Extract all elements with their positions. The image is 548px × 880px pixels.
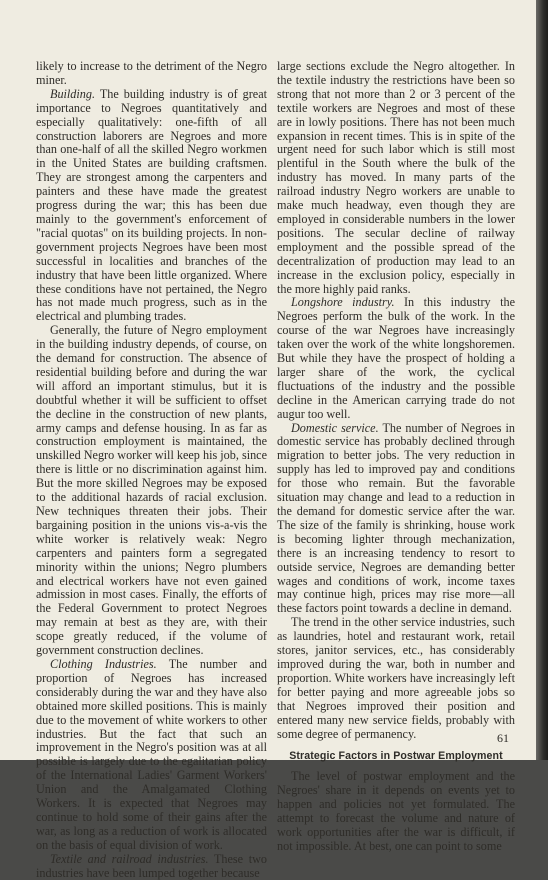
paragraph — [36, 60, 267, 88]
right-column — [277, 60, 515, 854]
paragraph-text: The level of postwar employment and the Negroes' share in it depends on events yet to happen and policies not yet formulated. The attempt to forecast the volume and nature of work opportunities after the war is difficult, if not impossible. At best, one can point to some — [277, 769, 515, 853]
left-column — [36, 60, 267, 880]
paragraph — [277, 616, 515, 741]
paragraph-text: Generally, the future of Negro employment in the building industry depends, of course, on the demand for construction. The absence of residential building before and during the war will afford an important stimulus, but it is doubtful whether it will be sufficient to offset the decline in the construction of new plants, army camps and defense housing. In as far as construction employment is maintained, the unskilled Negro worker will keep his job, since there is little or no discrimination against him. But the more skilled Negroes may be exposed to the additional hazards of racial exclusion. New techniques threaten their jobs. Their bargaining position in the unions vis-a-vis the white worker is relatively weak: Negro carpenters and painters form a segregated minority within the unions; Negro plumbers and electrical workers have not even gained admission in most cases. Finally, the efforts of the Federal Government to protect Negroes may remain at best as they are, with their scope greatly reduced, if the volume of government construction declines. — [36, 323, 267, 658]
paragraph-lead: Longshore industry. — [291, 295, 395, 310]
page-number: 61 — [497, 731, 509, 745]
section-heading: Strategic Factors in Postwar Employment — [289, 750, 503, 763]
paragraph — [277, 296, 515, 421]
paragraph — [36, 658, 267, 853]
paragraph — [277, 422, 515, 617]
paragraph-text: likely to increase to the detriment of the Negro miner. — [36, 59, 267, 87]
book-spine-shadow — [536, 0, 548, 760]
paragraph-text: The number and proportion of Negroes has increased considerably during the war and they have also obtained more skilled positions. This is mainly due to the movement of white workers to other industries. But the fact that such an improvement in the Negro's position was at all possible is largely due to the egalitarian policy of the International Ladies' Garment Workers' Union and the Amalgamated Clothing Workers. It is expected that Negroes may continue to hold some of their gains after the war, as long as a reduction of work is allocated on the basis of equal division of work. — [36, 656, 267, 852]
paragraph — [277, 60, 515, 296]
paragraph-text: The building industry is of great importance to Negroes quantitatively and especially qualitatively: one-fifth of all construction laborers are Negroes and more than one-half of all the skilled Negro workmen in the United States are building craftsmen. They are strongest among the carpenters and painters and these have made the greatest progress during the war; this has been due mainly to the government's enforcement of "racial quotas" on its building projects. In non-government projects Negroes have been most successful in localities and branches of the industry that have been little organized. Where these conditions have not pertained, the Negro has not made much progress, such as in the electrical and plumbing trades. — [36, 86, 267, 324]
paragraph — [36, 324, 267, 658]
paragraph-lead: Domestic service. — [291, 420, 379, 435]
paragraph — [36, 853, 267, 880]
paragraph-lead: Building. — [50, 86, 96, 101]
paragraph-text: large sections exclude the Negro altogether. In the textile industry the restrictions have been so strong that not more than 2 or 3 percent of the textile workers are Negroes and most of these are in lowly positions. There has not been much expansion in recent times. This is in spite of the urgent need for such labor which is still most plentiful in the South where the bulk of the industry has moved. In many parts of the railroad industry Negro workers are unable to make much headway, even though they are employed in considerable numbers in the lower positions. The secular decline of railway employment and the possible spread of the decentralization of production may lead to an increase in the exclusion policy, especially in the more highly paid ranks. — [277, 59, 515, 296]
paragraph-text: These two industries have been lumped together because — [36, 851, 267, 880]
paragraph-lead: Clothing Industries. — [50, 656, 157, 671]
paragraph-text: The trend in the other service industries, such as laundries, hotel and restaurant work, retail stores, janitor services, etc., has considerably improved during the war, both in number and proportion. White workers have increasingly left for better paying and more agreeable jobs so that Negroes improved their position and entered many new service fields, probably with some degree of permanency. — [277, 615, 515, 741]
paragraph-text: In this industry the Negroes perform the bulk of the work. In the course of the war Negroes have increasingly taken over the work of the white longshoremen. But while they have the prospect of holding a larger share of the work, the cyclical fluctuations of the industry and the possible decline in the American carrying trade do not augur too well. — [277, 295, 515, 421]
paragraph-lead: Textile and railroad industries. — [50, 851, 209, 866]
paragraph — [277, 770, 515, 853]
paragraph — [36, 88, 267, 324]
paragraph-text: The number of Negroes in domestic service has probably declined through migration to better jobs. The very reduction in supply has led to improved pay and conditions for those who remain. But the favorable situation may change and lead to a reduction in the demand for domestic service after the war. The size of the family is shrinking, house work is becoming lighter through mechanization, there is an increasing tendency to resort to outside service, Negroes are demanding better wages and conditions of work, income taxes may continue high, prices may rise more—all these factors point towards a decline in demand. — [277, 420, 515, 616]
